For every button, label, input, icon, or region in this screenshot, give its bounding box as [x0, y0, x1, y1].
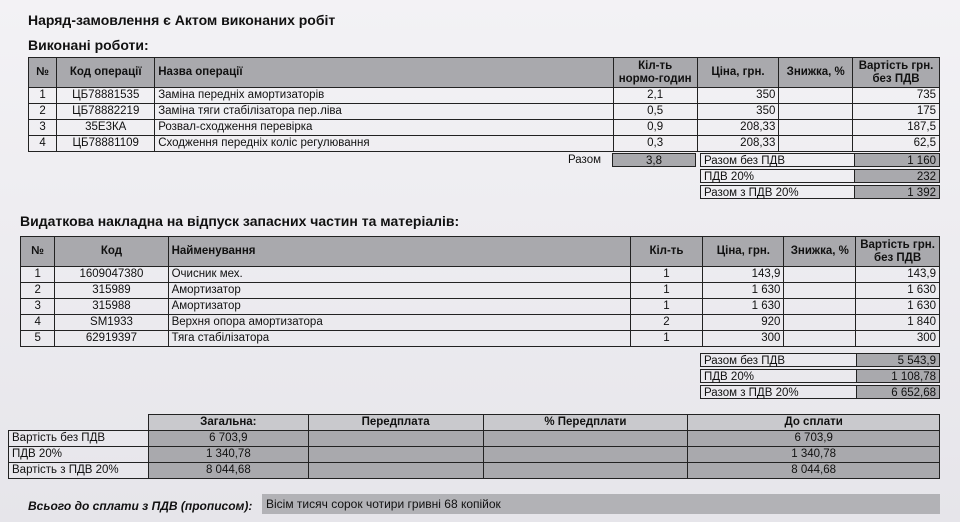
- cell: Сходження передніх коліс регулювання: [155, 136, 614, 152]
- table-row: [9, 463, 940, 479]
- cell: 5: [21, 331, 55, 347]
- cell: [784, 315, 856, 331]
- table-row: [21, 315, 940, 331]
- table-row: [21, 267, 940, 283]
- cell: 62919397: [55, 331, 168, 347]
- col-header: Назва операції: [155, 58, 614, 88]
- cell: 1: [21, 267, 55, 283]
- cell: 1: [630, 283, 703, 299]
- table-row: [29, 88, 940, 104]
- cell: 1: [630, 299, 703, 315]
- works-sum-vat: 1 392: [854, 185, 940, 199]
- document-title: Наряд-замовлення є Актом виконаних робіт: [28, 12, 336, 28]
- total-words-value: Вісім тисяч сорок чотири гривні 68 копійок: [262, 494, 940, 514]
- col-header: Кіл-ть: [630, 237, 703, 267]
- cell: [779, 88, 853, 104]
- cell: [779, 136, 853, 152]
- cell: 315989: [55, 283, 168, 299]
- cell: 3: [21, 299, 55, 315]
- cell: SM1933: [55, 315, 168, 331]
- works-sum-no-vat: 1 160: [854, 153, 940, 167]
- parts-sum-vat: 6 652,68: [856, 385, 940, 399]
- cell: 1 840: [856, 315, 940, 331]
- cell: [483, 463, 688, 479]
- cell: ЦБ78881535: [57, 88, 155, 104]
- cell: 300: [856, 331, 940, 347]
- col-header: Ціна, грн.: [697, 58, 779, 88]
- cell: [779, 120, 853, 136]
- table-row: [9, 447, 940, 463]
- cell: 1 340,78: [688, 447, 940, 463]
- col-header: [9, 415, 149, 431]
- cell: 1 630: [703, 299, 784, 315]
- cell: ЦБ78881109: [57, 136, 155, 152]
- works-sum-vat-label: Разом з ПДВ 20%: [700, 185, 854, 199]
- cell: 300: [703, 331, 784, 347]
- summary-table: [8, 414, 940, 479]
- cell: 8 044,68: [688, 463, 940, 479]
- total-words-label: Всього до сплати з ПДВ (прописом):: [28, 499, 253, 513]
- cell: 208,33: [697, 136, 779, 152]
- works-header-row: [29, 58, 940, 88]
- cell: 0,5: [613, 104, 697, 120]
- parts-table: [20, 236, 940, 347]
- summary-header-row: [9, 415, 940, 431]
- col-header: Код операції: [57, 58, 155, 88]
- parts-vat: 1 108,78: [856, 369, 940, 383]
- cell: 208,33: [697, 120, 779, 136]
- cell: 350: [697, 88, 779, 104]
- cell: 0,3: [613, 136, 697, 152]
- parts-sum-no-vat-label: Разом без ПДВ: [700, 353, 856, 367]
- parts-header-row: [21, 237, 940, 267]
- cell: 1 340,78: [148, 447, 308, 463]
- parts-vat-label: ПДВ 20%: [700, 369, 856, 383]
- parts-sum-vat-label: Разом з ПДВ 20%: [700, 385, 856, 399]
- col-header: Кіл-ть нормо-годин: [613, 58, 697, 88]
- cell: 1 630: [856, 283, 940, 299]
- cell: [784, 299, 856, 315]
- cell: 315988: [55, 299, 168, 315]
- cell: 35Е3КА: [57, 120, 155, 136]
- cell: Заміна передніх амортизаторів: [155, 88, 614, 104]
- cell: 187,5: [853, 120, 940, 136]
- cell: [308, 463, 483, 479]
- cell: 2,1: [613, 88, 697, 104]
- works-total-label: Разом: [568, 154, 602, 166]
- col-header: Загальна:: [148, 415, 308, 431]
- col-header: Ціна, грн.: [703, 237, 784, 267]
- cell: [784, 283, 856, 299]
- cell: Амортизатор: [168, 283, 630, 299]
- cell: 1 630: [856, 299, 940, 315]
- cell: [784, 331, 856, 347]
- cell: Верхня опора амортизатора: [168, 315, 630, 331]
- table-row: [29, 104, 940, 120]
- works-vat-label: ПДВ 20%: [700, 169, 854, 183]
- cell: 920: [703, 315, 784, 331]
- cell: [483, 447, 688, 463]
- cell: 1: [630, 267, 703, 283]
- col-header: №: [21, 237, 55, 267]
- cell: 1609047380: [55, 267, 168, 283]
- cell: Вартість з ПДВ 20%: [9, 463, 149, 479]
- cell: Очисник мех.: [168, 267, 630, 283]
- col-header: Вартість грн. без ПДВ: [853, 58, 940, 88]
- cell: Розвал-сходження перевірка: [155, 120, 614, 136]
- works-heading: Виконані роботи:: [28, 37, 149, 53]
- cell: 175: [853, 104, 940, 120]
- cell: [308, 447, 483, 463]
- cell: 1: [29, 88, 57, 104]
- cell: 1 630: [703, 283, 784, 299]
- cell: [308, 431, 483, 447]
- cell: [784, 267, 856, 283]
- cell: 8 044,68: [148, 463, 308, 479]
- cell: 735: [853, 88, 940, 104]
- table-row: [21, 299, 940, 315]
- col-header: До сплати: [688, 415, 940, 431]
- cell: 4: [29, 136, 57, 152]
- col-header: % Передплати: [483, 415, 688, 431]
- cell: 4: [21, 315, 55, 331]
- table-row: [29, 136, 940, 152]
- col-header: Найменування: [168, 237, 630, 267]
- cell: ЦБ78882219: [57, 104, 155, 120]
- cell: 0,9: [613, 120, 697, 136]
- table-row: [21, 283, 940, 299]
- parts-heading: Видаткова накладна на відпуск запасних частин та матеріалів:: [20, 213, 460, 229]
- col-header: Вартість грн. без ПДВ: [856, 237, 940, 267]
- cell: 2: [21, 283, 55, 299]
- parts-sum-no-vat: 5 543,9: [856, 353, 940, 367]
- cell: ПДВ 20%: [9, 447, 149, 463]
- cell: Амортизатор: [168, 299, 630, 315]
- works-table: [28, 57, 940, 152]
- cell: 6 703,9: [688, 431, 940, 447]
- works-sum-no-vat-label: Разом без ПДВ: [700, 153, 854, 167]
- cell: 2: [29, 104, 57, 120]
- cell: 143,9: [703, 267, 784, 283]
- col-header: Передплата: [308, 415, 483, 431]
- col-header: №: [29, 58, 57, 88]
- cell: 62,5: [853, 136, 940, 152]
- works-vat: 232: [854, 169, 940, 183]
- cell: 3: [29, 120, 57, 136]
- cell: 350: [697, 104, 779, 120]
- cell: Вартість без ПДВ: [9, 431, 149, 447]
- col-header: Знижка, %: [779, 58, 853, 88]
- cell: Заміна тяги стабілізатора пер.ліва: [155, 104, 614, 120]
- col-header: Код: [55, 237, 168, 267]
- cell: 6 703,9: [148, 431, 308, 447]
- table-row: [9, 431, 940, 447]
- table-row: [21, 331, 940, 347]
- cell: Тяга стабілізатора: [168, 331, 630, 347]
- cell: [483, 431, 688, 447]
- cell: 2: [630, 315, 703, 331]
- cell: 1: [630, 331, 703, 347]
- cell: [779, 104, 853, 120]
- table-row: [29, 120, 940, 136]
- col-header: Знижка, %: [784, 237, 856, 267]
- works-total-hours: 3,8: [612, 153, 696, 167]
- cell: 143,9: [856, 267, 940, 283]
